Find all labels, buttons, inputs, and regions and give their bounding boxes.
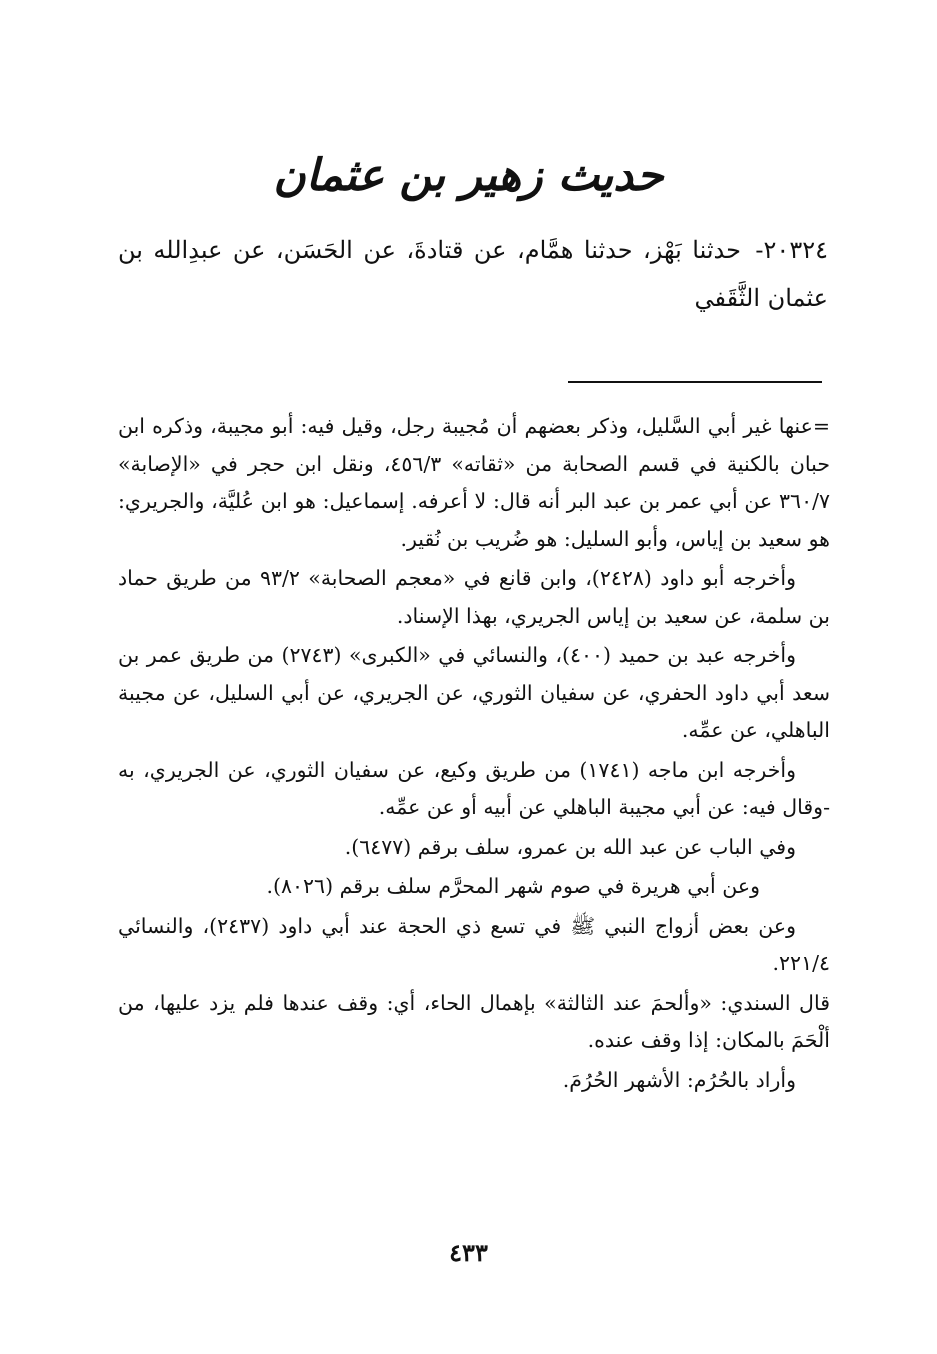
page-number: ٤٣٣	[449, 1238, 488, 1267]
footnote-paragraph: وعن أبي هريرة في صوم شهر المحرَّم سلف برقم (٨٠٢٦).	[266, 874, 760, 898]
hadith-text	[118, 226, 828, 322]
footnote-paragraph: =عنها غير أبي السَّليل، وذكر بعضهم أن مُجيبة رجل، وقيل فيه: أبو مجيبة، وذكره ابن حبان بالكنية في قسم الصحابة من «ثقاته» ٤٥٦/٣، ونقل ابن حجر في «الإصابة» ٣٦٠/٧ عن أبي عمر بن عبد البر أنه قال: لا أعرفه. إسماعيل: هو ابن عُليَّة، والجريري: هو سعيد بن إياس، وأبو السليل: هو ضُريب بن نُقير.	[118, 414, 830, 551]
footnote-paragraph: وأخرجه ابن ماجه (١٧٤١) من طريق وكيع، عن سفيان الثوري، عن الجريري، به -وقال فيه: عن أبي مجيبة الباهلي عن أبيه أو عن عمِّه.	[118, 757, 830, 819]
footnote-separator	[568, 381, 822, 383]
footnote-paragraph: وأخرجه أبو داود (٢٤٢٨)، وابن قانع في «معجم الصحابة» ٩٣/٢ من طريق حماد بن سلمة، عن سعيد بن إياس الجريري، بهذا الإسناد.	[118, 566, 830, 628]
footnote-paragraph: قال السندي: «وألحمَ عند الثالثة» بإهمال الحاء، أي: وقف عندها فلم يزد عليها، من ألْحَمَ بالمكان: إذا وقف عنده.	[118, 990, 830, 1052]
footnote-paragraph: وأراد بالحُرُم: الأشهر الحُرُمَ.	[562, 1067, 796, 1092]
footnote-paragraph: وعن بعض أزواج النبي ﷺ في تسع ذي الحجة عند أبي داود (٢٤٣٧)، والنسائي ٢٢١/٤.	[118, 913, 830, 975]
chapter-heading: حديث زهير بن عثمان	[273, 150, 664, 201]
hadith-body: حدثنا بَهْز، حدثنا همَّام، عن قتادةَ، عن الحَسَن، عن عبدِالله بن عثمان الثَّقَفي	[118, 236, 828, 312]
footnotes	[118, 408, 830, 1101]
footnote-paragraph: وفي الباب عن عبد الله بن عمرو، سلف برقم (٦٤٧٧).	[344, 834, 796, 859]
hadith-number: ٢٠٣٢٤-	[755, 236, 828, 264]
footnote-paragraph: وأخرجه عبد بن حميد (٤٠٠)، والنسائي في «الكبرى» (٢٧٤٣) من طريق عمر بن سعد أبي داود الحفري، عن سفيان الثوري، عن الجريري، عن أبي السليل، عن مجيبة الباهلي، عن عمِّه.	[118, 643, 830, 742]
